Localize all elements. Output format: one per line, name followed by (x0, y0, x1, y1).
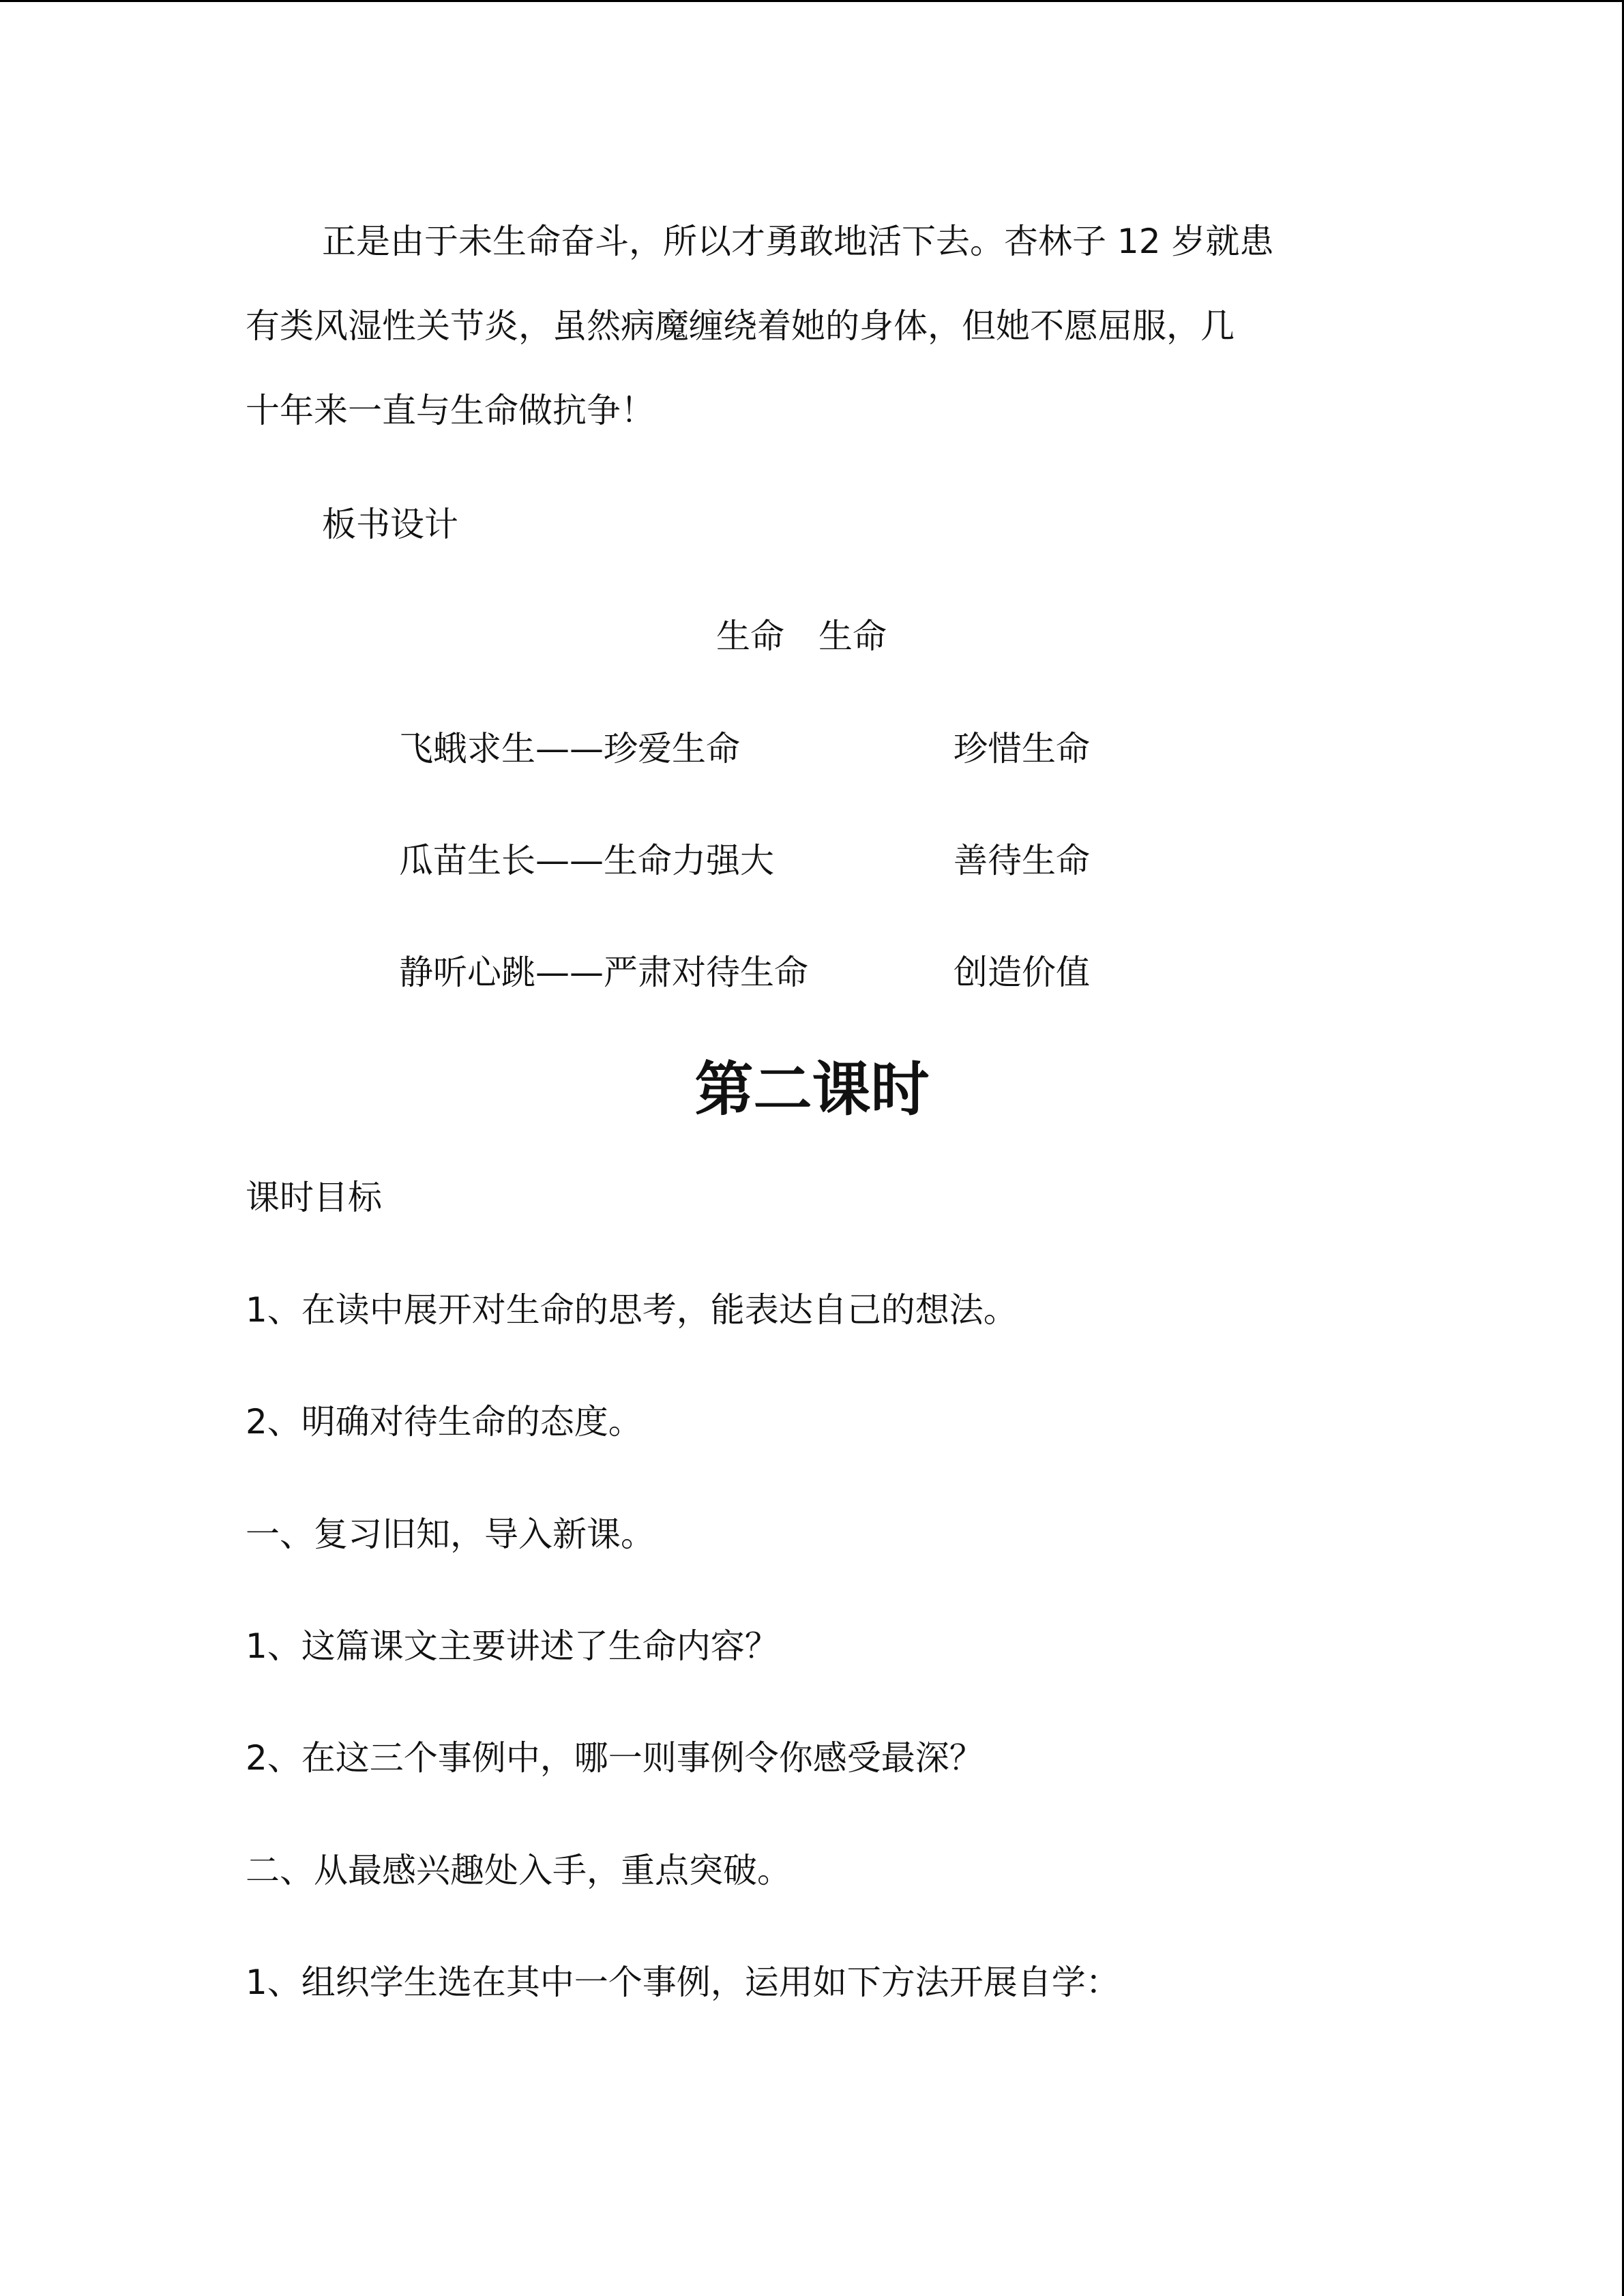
board-design-title: 生命 生命 (716, 616, 887, 656)
board-row-2-left: 瓜苗生长——生命力强大 (399, 841, 774, 880)
section-2-item-1: 1、组织学生选在其中一个事例，运用如下方法开展自学： (246, 1963, 1120, 2002)
goal-item-2: 2、明确对待生命的态度。 (246, 1402, 643, 1442)
section-1-item-2: 2、在这三个事例中，哪一则事例令你感受最深？ (246, 1738, 984, 1778)
goals-heading: 课时目标 (246, 1178, 382, 1217)
section-2-heading: 二、从最感兴趣处入手，重点突破。 (246, 1851, 791, 1890)
board-row-1-right: 珍惜生命 (954, 729, 1090, 769)
goal-item-1: 1、在读中展开对生命的思考，能表达自己的想法。 (246, 1290, 1018, 1330)
lesson-title: 第二课时 (694, 1055, 930, 1124)
board-row-2-right: 善待生命 (954, 841, 1090, 880)
section-1-item-1: 1、这篇课文主要讲述了生命内容？ (246, 1626, 779, 1666)
intro-paragraph-line-3: 十年来一直与生命做抗争！ (246, 391, 655, 430)
board-row-3-right: 创造价值 (954, 953, 1090, 992)
intro-paragraph-line-2: 有类风湿性关节炎，虽然病魔缠绕着她的身体，但她不愿屈服，几 (246, 306, 1235, 346)
board-row-1-left: 飞蛾求生——珍爱生命 (399, 729, 740, 769)
board-design-heading: 板书设计 (322, 505, 458, 544)
intro-paragraph-line-1: 正是由于未生命奋斗，所以才勇敢地活下去。杏林子 12 岁就患 (322, 222, 1274, 261)
board-row-3-left: 静听心跳——严肃对待生命 (399, 953, 808, 992)
section-1-heading: 一、复习旧知，导入新课。 (246, 1515, 655, 1554)
